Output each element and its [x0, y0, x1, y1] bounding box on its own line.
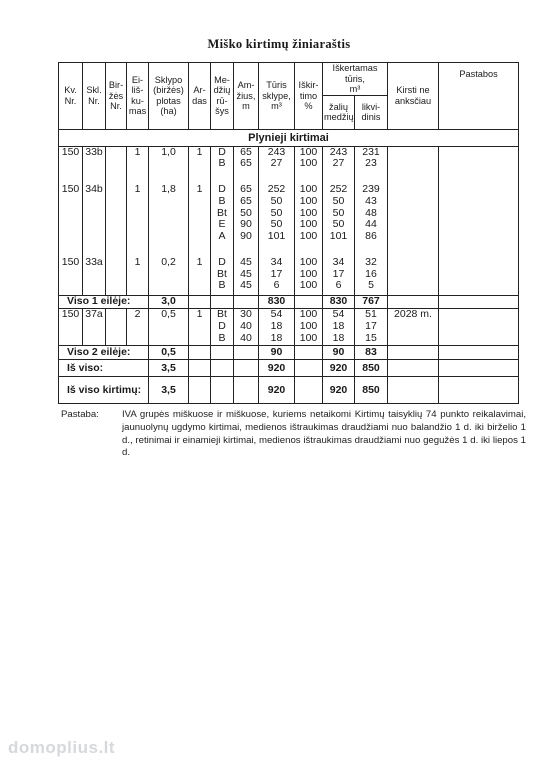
cell-pct-value: 100 [299, 206, 318, 219]
cell-liquid-value: 17 [365, 319, 377, 332]
header-amzius: Am- žius, m [234, 63, 259, 130]
cell-empty [211, 296, 234, 309]
cell-empty [439, 377, 519, 404]
cell-empty [189, 377, 211, 404]
cell-species-value: B [218, 194, 226, 207]
cell-ardas: 1 [189, 309, 211, 346]
cell-volume-value: 6 [273, 279, 280, 292]
header-likvidinis: likvi- dinis [355, 95, 388, 129]
cell-empty [234, 360, 259, 377]
cell-empty [388, 296, 439, 309]
cell-plotas: 1,0 [149, 146, 189, 184]
cell-eiliskumas: 1 [127, 184, 149, 257]
watermark-logo: domoplius.lt [8, 738, 116, 757]
cell-empty [388, 346, 439, 360]
cell-age-value: 30 [240, 308, 252, 321]
cell-liquid-value: 44 [365, 218, 377, 231]
cell-empty [295, 360, 323, 377]
cell-green [323, 184, 355, 257]
cell-plotas: 0,2 [149, 257, 189, 296]
cell-empty [439, 360, 519, 377]
cell-kirsti [388, 184, 439, 257]
cell-empty [234, 377, 259, 404]
cell-volume-value: 243 [267, 146, 286, 158]
cell-kirsti [388, 257, 439, 296]
header-kirsti: Kirsti ne anksčiau [388, 63, 439, 130]
total-area: 3,0 [149, 296, 189, 309]
cell-age-value: 65 [240, 194, 252, 207]
cell-eiliskumas: 1 [127, 257, 149, 296]
cell-age [234, 146, 259, 184]
cell-volume-value: 50 [270, 206, 283, 219]
header-ardas: Ar- das [189, 63, 211, 130]
total-label: Iš viso: [59, 360, 149, 377]
cell-pct-value: 100 [299, 230, 318, 243]
cell-liquid [355, 146, 388, 184]
total-label: Iš viso kirtimų: [59, 377, 149, 404]
cell-liquid-value: 16 [365, 267, 377, 280]
cell-birze [106, 146, 127, 184]
total-row [59, 346, 519, 360]
cell-liquid-value: 239 [362, 184, 380, 196]
cell-green-value: 50 [332, 194, 345, 207]
total-green: 830 [323, 296, 355, 309]
cell-species-value: B [218, 157, 226, 170]
cell-kv: 150 [59, 146, 83, 184]
table-row [59, 184, 519, 257]
cell-skl: 37a [83, 309, 106, 346]
cell-empty [295, 296, 323, 309]
cell-skl: 33b [83, 146, 106, 184]
cell-age-value: 90 [240, 230, 252, 243]
cell-empty [388, 377, 439, 404]
cell-volume-value: 101 [267, 230, 286, 243]
cell-green-value: 243 [329, 146, 348, 158]
cell-liquid [355, 184, 388, 257]
cell-green-value: 18 [332, 331, 345, 344]
cell-age-value: 45 [240, 267, 252, 280]
cell-volume [259, 146, 295, 184]
cell-liquid-value: 86 [365, 230, 377, 243]
cell-pastabos [439, 257, 519, 296]
cell-liquid-value: 231 [362, 146, 380, 158]
cell-age [234, 257, 259, 296]
cell-liquid-value: 48 [365, 206, 377, 219]
cell-green [323, 146, 355, 184]
header-turis: Tūris sklype, m³ [259, 63, 295, 130]
cell-green-value: 50 [332, 206, 345, 219]
cell-liquid-value: 15 [365, 331, 377, 344]
cell-pct-value: 100 [299, 308, 318, 321]
total-row [59, 377, 519, 404]
cell-age-value: 45 [240, 256, 252, 268]
total-green: 90 [323, 346, 355, 360]
cell-liquid-value: 51 [365, 308, 377, 321]
header-zaliu: žalių medžių [323, 95, 355, 129]
cell-pastabos [439, 184, 519, 257]
cell-pct-value: 100 [299, 157, 318, 170]
total-label: Viso 1 eilėje: [59, 296, 149, 309]
header-skl: Skl. Nr. [83, 63, 106, 130]
cell-empty [439, 346, 519, 360]
cell-species-value: E [218, 218, 226, 231]
table-row [59, 309, 519, 346]
cell-volume-value: 18 [270, 331, 283, 344]
cell-empty [234, 346, 259, 360]
total-green: 920 [323, 377, 355, 404]
cell-green-value: 50 [332, 218, 345, 231]
cell-species-value: B [218, 331, 226, 344]
cell-species-value: D [218, 146, 226, 158]
cell-pct-value: 100 [299, 256, 318, 268]
cell-liquid [355, 257, 388, 296]
cell-age-value: 40 [240, 319, 252, 332]
header-medziu-rusys: Me- džių rū- šys [211, 63, 234, 130]
total-area: 3,5 [149, 377, 189, 404]
cell-species-value: D [218, 184, 226, 196]
cell-pct [295, 146, 323, 184]
cell-plotas: 1,8 [149, 184, 189, 257]
total-green: 920 [323, 360, 355, 377]
cell-pct-value: 100 [299, 267, 318, 280]
cell-volume-value: 252 [267, 184, 286, 196]
cell-age-value: 40 [240, 331, 252, 344]
cell-liquid-value: 5 [368, 279, 374, 292]
cell-pct-value: 100 [299, 146, 318, 158]
cell-volume-value: 18 [270, 319, 283, 332]
cell-age [234, 309, 259, 346]
total-liquid: 83 [355, 346, 388, 360]
cell-eiliskumas: 1 [127, 146, 149, 184]
cell-species-value: Bt [217, 206, 227, 219]
cell-species-value: B [218, 279, 226, 292]
cell-plotas: 0,5 [149, 309, 189, 346]
cutting-table [58, 62, 519, 404]
cell-volume [259, 257, 295, 296]
total-label: Viso 2 eilėje: [59, 346, 149, 360]
cell-pastabos [439, 309, 519, 346]
cell-liquid-value: 23 [365, 157, 377, 170]
total-volume: 920 [259, 360, 295, 377]
cell-green-value: 34 [332, 256, 345, 268]
cell-volume-value: 50 [270, 194, 283, 207]
cell-green-value: 101 [329, 230, 348, 243]
cell-birze [106, 309, 127, 346]
header-eiliskumas: Ei- liš- ku- mas [127, 63, 149, 130]
cell-volume-value: 50 [270, 218, 283, 231]
cell-green [323, 257, 355, 296]
note-label: Pastaba: [61, 409, 99, 420]
cell-species [211, 257, 234, 296]
note [61, 409, 526, 460]
cell-liquid-value: 32 [365, 256, 377, 268]
total-area: 3,5 [149, 360, 189, 377]
table-row [59, 146, 519, 184]
cell-pct [295, 257, 323, 296]
header-iskirtimo: Iškir- timo % [295, 63, 323, 130]
total-row [59, 296, 519, 309]
cell-pct [295, 309, 323, 346]
cell-kv: 150 [59, 309, 83, 346]
header-pastabos: Pastabos [439, 63, 519, 130]
cell-age-value: 65 [240, 157, 252, 170]
cell-age [234, 184, 259, 257]
cell-green-value: 27 [332, 157, 345, 170]
cell-kv: 150 [59, 257, 83, 296]
cell-empty [211, 377, 234, 404]
cell-pct-value: 100 [299, 184, 318, 196]
cell-kv: 150 [59, 184, 83, 257]
cell-age-value: 90 [240, 218, 252, 231]
total-liquid: 850 [355, 360, 388, 377]
cell-species-value: A [218, 230, 226, 243]
total-liquid: 767 [355, 296, 388, 309]
cell-pct-value: 100 [299, 319, 318, 332]
section-row [59, 129, 519, 146]
cell-green [323, 309, 355, 346]
cell-volume-value: 34 [270, 256, 283, 268]
cell-eiliskumas: 2 [127, 309, 149, 346]
cell-skl: 34b [83, 184, 106, 257]
cell-kirsti [388, 146, 439, 184]
cell-empty [295, 346, 323, 360]
cell-ardas: 1 [189, 184, 211, 257]
total-volume: 920 [259, 377, 295, 404]
cell-skl: 33a [83, 257, 106, 296]
cell-pastabos [439, 146, 519, 184]
cell-species-value: Bt [217, 308, 227, 321]
cell-age-value: 50 [240, 206, 252, 219]
cell-volume-value: 54 [270, 308, 283, 321]
cell-empty [211, 360, 234, 377]
cell-empty [439, 296, 519, 309]
cell-pct-value: 100 [299, 218, 318, 231]
cell-empty [189, 360, 211, 377]
header-sklypo-plotas: Sklypo (biržės) plotas (ha) [149, 63, 189, 130]
cell-ardas: 1 [189, 146, 211, 184]
cell-volume-value: 27 [270, 157, 283, 170]
cell-species [211, 146, 234, 184]
cell-species-value: D [218, 256, 226, 268]
total-volume: 830 [259, 296, 295, 309]
header-iskertamas: Iškertamas tūris, m³ [323, 63, 388, 96]
header-row [59, 63, 519, 96]
cell-species [211, 184, 234, 257]
cell-kirsti: 2028 m. [388, 309, 439, 346]
table-row [59, 257, 519, 296]
cell-empty [295, 377, 323, 404]
header-birzes: Bir- žės Nr. [106, 63, 127, 130]
cell-pct-value: 100 [299, 331, 318, 344]
cell-species-value: D [218, 319, 226, 332]
cell-green-value: 18 [332, 319, 345, 332]
cell-age-value: 65 [240, 184, 252, 196]
cell-pct-value: 100 [299, 194, 318, 207]
header-kv: Kv. Nr. [59, 63, 83, 130]
cell-age-value: 65 [240, 146, 252, 158]
page-title: Miško kirtimų žiniaraštis [207, 37, 351, 51]
cell-empty [234, 296, 259, 309]
cell-liquid-value: 43 [365, 194, 377, 207]
total-area: 0,5 [149, 346, 189, 360]
cell-volume [259, 184, 295, 257]
cell-green-value: 17 [332, 267, 345, 280]
cell-empty [189, 296, 211, 309]
cell-birze [106, 184, 127, 257]
cell-liquid [355, 309, 388, 346]
cell-green-value: 54 [332, 308, 345, 321]
total-row [59, 360, 519, 377]
cell-species [211, 309, 234, 346]
cell-birze [106, 257, 127, 296]
cell-empty [388, 360, 439, 377]
cell-pct-value: 100 [299, 279, 318, 292]
cell-volume-value: 17 [270, 267, 283, 280]
note-text: IVA grupės miškuose ir miškuose, kuriems netaikomi Kirtimų taisyklių 74 punkto reikalavimai, jaunuolynų ugdymo kirtimai, medienos ištraukimas draudžiami nuo balandžio 1 d. iki birželio 1 d., retinimai ir einamieji kirtimai, medienos ištraukimas draudžiami nuo gegužės 1 d. iki liepos 1 d. [122, 409, 526, 459]
total-volume: 90 [259, 346, 295, 360]
cell-ardas: 1 [189, 257, 211, 296]
cell-pct [295, 184, 323, 257]
cell-age-value: 45 [240, 279, 252, 292]
cell-empty [211, 346, 234, 360]
cell-volume [259, 309, 295, 346]
cell-green-value: 6 [335, 279, 342, 292]
cell-green-value: 252 [329, 184, 348, 196]
total-liquid: 850 [355, 377, 388, 404]
cell-species-value: Bt [217, 267, 227, 280]
section-title: Plynieji kirtimai [59, 129, 519, 146]
cell-empty [189, 346, 211, 360]
